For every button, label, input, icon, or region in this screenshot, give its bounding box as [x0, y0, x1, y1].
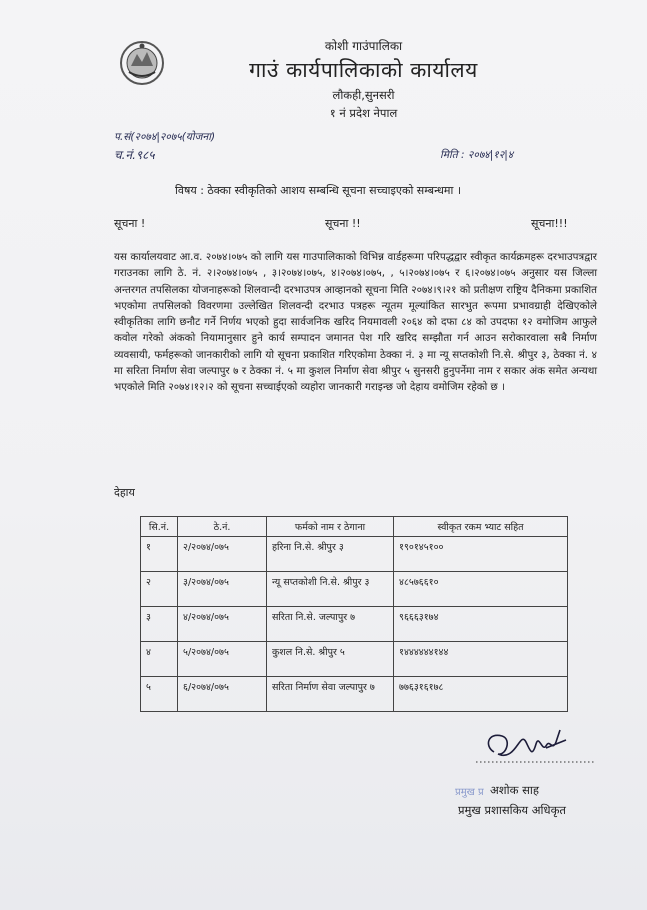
cell-contract-no: ५/२०७४/०७५ [178, 642, 267, 677]
column-header-sn: सि.नं. [141, 517, 178, 537]
cell-contract-no: ६/२०७४/०७५ [178, 677, 267, 712]
table-row [141, 642, 568, 677]
dispatch-number: च.नं.९८५ [114, 148, 155, 162]
office-title: गाउं कार्यपालिकाको कार्यालय [249, 58, 478, 82]
officer-signature [476, 722, 596, 770]
notice-label-3: सूचना!!! [531, 217, 568, 230]
officer-title: प्रमुख प्रशासकिय अधिकृत [458, 803, 566, 817]
office-stamp: प्रमुख प्र [455, 787, 484, 798]
cell-sn: ३ [141, 607, 178, 642]
cell-amount: ४८५७६६१० [394, 572, 568, 607]
municipality-name: कोशी गाउंपालिका [324, 39, 403, 53]
province-name: १ नं प्रदेश नेपाल [329, 106, 398, 120]
cell-firm: सरिता निर्माण सेवा जल्पापुर ७ [267, 677, 394, 712]
table-row [141, 607, 568, 642]
letter-body: यस कार्यालयवाट आ.व. २०७४।०७५ को लागि यस गाउपालिकाको विभिन्न वार्डहरूमा परिपद्धद्वार स्वीकृत कार्यक्रमहरू दरभाउपत्रद्वार गराउनका लागि ठे. नं. २।२०७४।०७५ , ३।२०७४।०७५, ४।२०७४।०७५, , ५।२०७४।०७५ र ६।२०७४।०७५ अनुसार यस जिल्ला अन्तरगत तपसिलका योजनाहरूको शिलवान्दी दरभाउपत्र आव्हानको सूचना मिति २०७४।९।२१ को प्रतीक्षण राष्ट्रिय दैनिकमा प्रकाशित भएकोमा तपसिलको विवरणमा उल्लेखित शिलवन्दी दरभाउ पत्रहरू न्यूतम मूल्यांकित सारभुत रूपमा प्रभावग्राही देखिएकोले स्वीकृतिका लागि छनौट गर्ने निर्णय भएको हुदा सार्वजनिक खरिद नियमावली २०६४ को दफा ८४ को उपदफा १२ वमोजिम आफुले कवोल गरेको अंकको नियामानुसार हुने कार्य सम्पादन जमानत पेश गरि खरिद सम्झौता गर्न आउन सरोकारवाला सबै निर्माण व्यवसायी, फर्महरूको जानकारीको लागि यो सूचना प्रकाशित गरिएकोमा ठेक्का नं. ३ मा न्यू सप्तकोशी नि.से. श्रीपुर ३, ठेक्का नं. ४ मा सरिता निर्माण सेवा जल्पापुर ७ र ठेक्का नं. ५ मा कुशल निर्माण सेवा श्रीपुर ५ सुनसरी हुनुपर्नेमा नाम र सकार अंक समेत अन्यथा भएकोले मिति २०७४।१२।२ को सूचना सच्चाईएको व्यहोरा जानकारी गराइन्छ जो देहाय वमोजिम रहेको छ । [114, 251, 597, 394]
cell-amount: ९६६६३१७४ [394, 607, 568, 642]
column-header-amount: स्वीकृत रकम भ्याट सहित [394, 517, 568, 537]
office-location: लौकही,सुनसरी [332, 88, 395, 102]
table-row [141, 537, 568, 572]
cell-firm: हरिना नि.से. श्रीपुर ३ [267, 537, 394, 572]
cell-sn: २ [141, 572, 178, 607]
contract-table [140, 516, 568, 712]
cell-firm: न्यू सप्तकोशी नि.से. श्रीपुर ३ [267, 572, 394, 607]
cell-contract-no: ४/२०७४/०७५ [178, 607, 267, 642]
letter-date: मिति : २०७४|१२|४ [440, 149, 514, 161]
cell-contract-no: ३/२०७४/०७५ [178, 572, 267, 607]
cell-sn: ५ [141, 677, 178, 712]
cell-firm: सरिता नि.से. जल्पापुर ७ [267, 607, 394, 642]
table-row [141, 677, 568, 712]
schedule-heading: देहाय [114, 486, 135, 499]
cell-sn: ४ [141, 642, 178, 677]
cell-amount: १४४४४४४१४४ [394, 642, 568, 677]
cell-amount: ७७६३१६१७८ [394, 677, 568, 712]
letter-subject: विषय : ठेक्का स्वीकृतिको आशय सम्बन्धि सूचना सच्चाइएको सम्बन्धमा । [175, 184, 461, 197]
cell-firm: कुशल नि.से. श्रीपुर ५ [267, 642, 394, 677]
column-header-firm: फर्मको नाम र ठेगाना [267, 517, 394, 537]
cell-sn: १ [141, 537, 178, 572]
reference-number: प.सं(२०७४|२०७५(योजना) [114, 131, 216, 143]
table-header-row [141, 517, 568, 537]
officer-name: अशोक साह [490, 783, 539, 797]
column-header-contract-no: ठे.नं. [178, 517, 267, 537]
cell-contract-no: २/२०७४/०७५ [178, 537, 267, 572]
notice-label-2: सूचना !! [325, 217, 361, 230]
cell-amount: १९०१४५१०० [394, 537, 568, 572]
notice-label-1: सूचना ! [114, 217, 146, 230]
table-row [141, 572, 568, 607]
